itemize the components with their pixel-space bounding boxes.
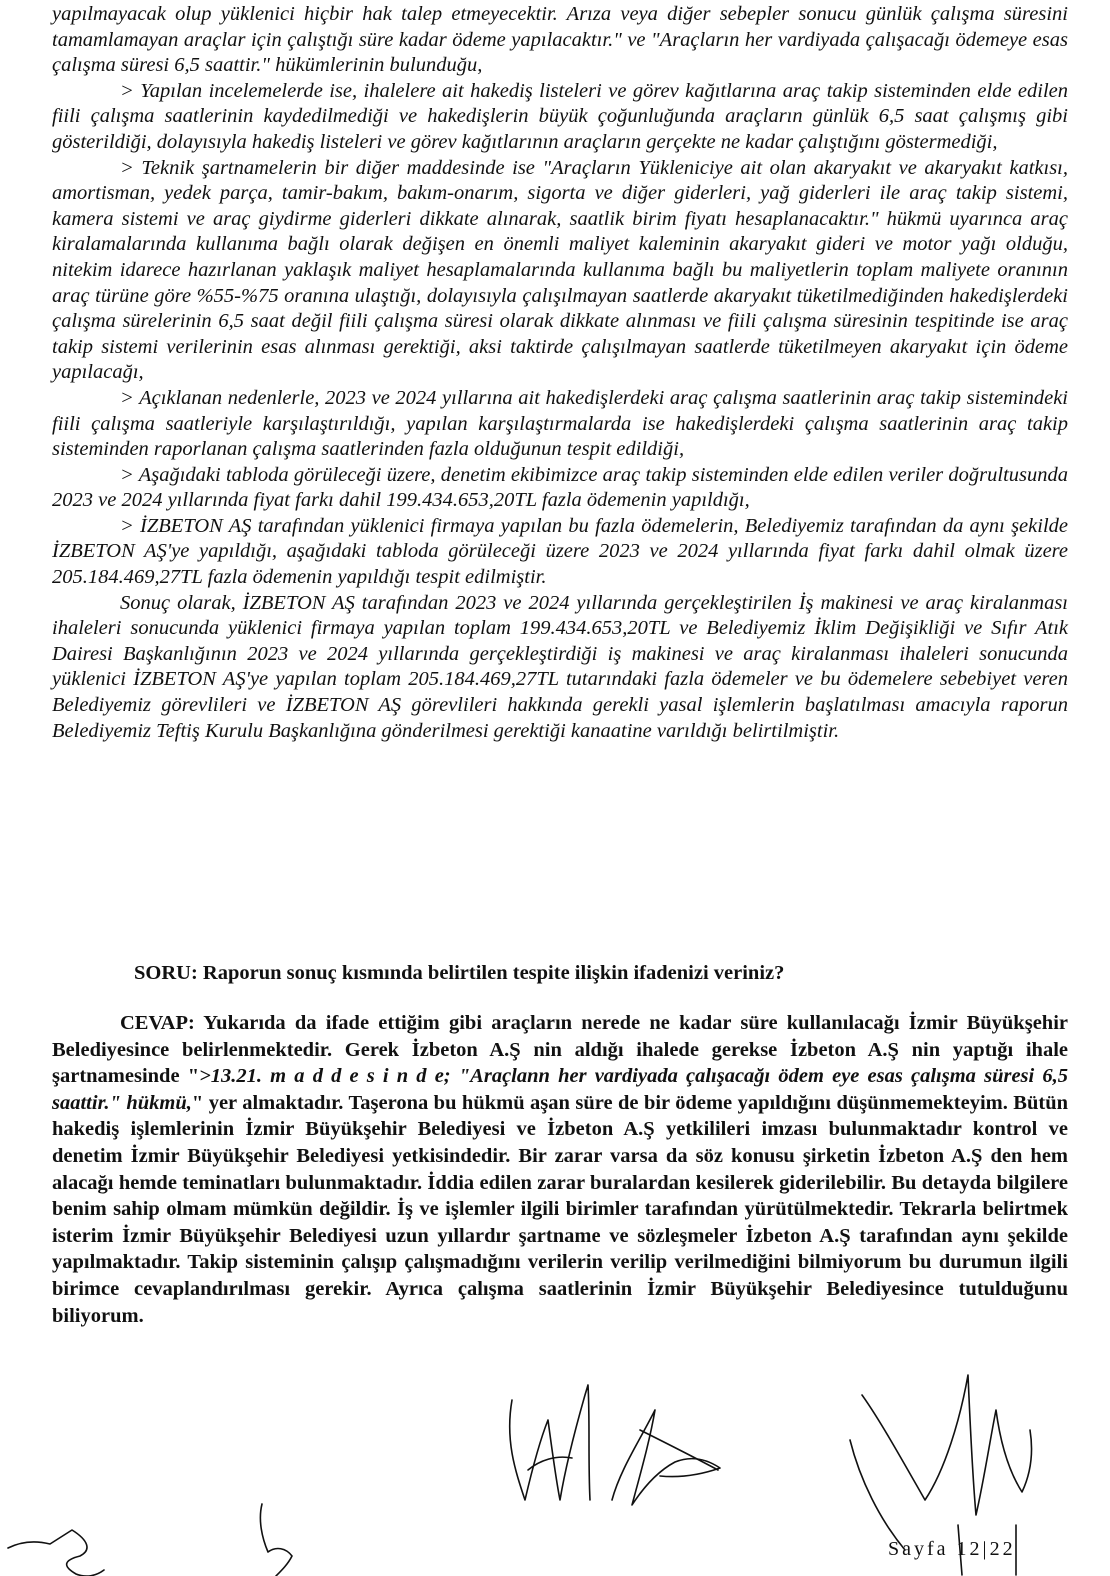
paragraph-overpayment-contractor: > Aşağıdaki tabloda görüleceği üzere, denetim ekibimizce araç takip sisteminden elde edilen veriler doğrultusunda 2023 ve 2024 yıllarında fiyat farkı dahil 199.434.653,20TL fazla ödemenin yapıldığı, — [52, 463, 1068, 512]
initial-left — [8, 1530, 104, 1576]
signature-1 — [510, 1385, 590, 1500]
answer-part-2: " yer almaktadır. Taşerona bu hükmü aşan süre de bir ödeme yapıldığını düşünmemekteyim. Bütün hakediş işlemlerinin İzmir Büyükşehir Belediyesi ve İzbeton A.Ş yetkilileri imzası bulunmaktadır kontrol ve denetim İzmir Büyükşehir Belediyesi yetkisindedir. Bir zarar varsa da söz konusu şirketin İzbeton A.Ş den hem alacağı hemde teminatları bulunmaktadır. İddia edilen zarar buralardan kesilerek giderilebilir. Bu detayda bilgilere benim sahip olmam mümkün değildir. İş ve işlemler ilgili birimler tarafından yürütülmektedir. Tekrarla belirtmek isterim İzmir Büyükşehir Belediyesi uzun yıllardır şartname ve sözleşmeler İzbeton A.Ş tarafından aynı şekilde yapılmaktadır. Takip sisteminin çalışıp çalışmadığını verilerin verilip verilmediğini bilmiyorum bu durumun ilgili birimce cevaplandırılması gerekir. Ayrıca çalışma saatlerinin İzmir Büyükşehir Belediyesince tutulduğunu biliyorum. — [52, 1091, 1068, 1327]
paragraph-overpayment-izbeton: > İZBETON AŞ tarafından yüklenici firmaya yapılan bu fazla ödemelerin, Belediyemiz tarafından da aynı şekilde İZBETON AŞ'ye yapıldığı, aşağıdaki tabloda görüleceği üzere 2023 ve 2024 yıllarında fiyat farkı dahil olmak üzere 205.184.469,27TL fazla ödemenin yapıldığı tespit edilmiştir. — [52, 514, 1068, 589]
page-current: 12 — [956, 1538, 983, 1560]
paragraph-continuation: yapılmayacak olup yüklenici hiçbir hak talep etmeyecektir. Arıza veya diğer sebepler sonucu günlük çalışma süresini tamamlamayan araçlar için çalıştığı süre kadar ödeme yapılacaktır." ve "Araçların her vardiyada çalışacağı ödemeye esas çalışma süresi 6,5 saattir." hükümlerinin bulunduğu, — [52, 3, 1068, 77]
signature-3 — [862, 1375, 1032, 1515]
answer-text — [52, 1010, 1068, 1329]
report-excerpt — [52, 2, 1068, 744]
page-total: 22 — [989, 1538, 1016, 1560]
paragraph-comparison: > Açıklanan nedenlerle, 2023 ve 2024 yıllarına ait hakedişlerdeki araç çalışma saatlerinin araç takip sistemindeki fiili çalışma saatleriyle karşılaştırıldığı, yapılan karşılaştırmalarda ise hakedişlerdeki çalışma saatlerinin araç takip sisteminden raporlanan çalışma saatlerinden fazla olduğunun tespit edildiği, — [52, 386, 1068, 461]
paragraph-technical-specs: > Teknik şartnamelerin bir diğer maddesinde ise "Araçların Yükleniciye ait olan akaryakıt ve akaryakıt katkısı, amortisman, yedek parça, tamir-bakım, bakım-onarım, sigorta ve diğer giderleri, yağ giderleri ile araç takip sistemi, kamera sistemi ve araç giydirme giderleri dikkate alınarak, saatlik birim fiyatı hesaplanacaktır." hükmü uyarınca araç kiralamalarında kullanıma bağlı olarak değişen en önemli maliyet kaleminin akaryakıt gideri ve motor yağı olduğu, nitekim idarece hazırlanan yaklaşık maliyet hesaplamalarında kullanıma bağlı bu maliyetlerin toplam maliyete oranının araç türüne göre %55-%75 oranına ulaştığı, dolayısıyla çalışılmayan saatlerde akaryakıt tüketilmediğinden hakedişlerdeki çalışma sürelerinin 6,5 saat değil fiili çalışma süresi olarak dikkate alınması ve fiili çalışma süresinin tespitinde ise araç takip sistemi verilerinin esas alınması gerektiği, aksi taktirde çalışılmayan saatlerde tüketilmeyen akaryakıt için ödeme yapılacağı, — [52, 156, 1068, 384]
signature-2 — [612, 1410, 720, 1505]
answer-part-1: CEVAP: Yukarıda da ifade ettiğim gibi araçların nerede ne kadar süre kullanılacağı İzmir Büyükşehir Belediyesince belirlenmektedir. Gerek İzbeton A.Ş nin aldığı ihalede gerekse İzbeton A.Ş nin yaptığı ihale şartnamesinde " — [52, 1012, 1068, 1088]
page-label: Sayfa — [888, 1538, 949, 1560]
paragraph-conclusion: Sonuç olarak, İZBETON AŞ tarafından 2023 ve 2024 yıllarında gerçekleştirilen İş makinesi ve araç kiralanması ihaleleri sonucunda yüklenici firmaya yapılan toplam 199.434.653,20TL ve Belediyemiz İklim Değişikliği ve Sıfır Atık Dairesi Başkanlığının 2023 ve 2024 yıllarında gerçekleştirdiği iş makinesi ve araç kiralanması ihaleleri sonucunda yüklenici İZBETON AŞ'ye yapılan toplam 205.184.469,27TL tutarındaki fazla ödemeler ve bu ödemelere sebebiyet veren Belediyemiz görevlileri ve İZBETON AŞ görevlileri hakkında gerekli yasal işlemlerin başlatılması amacıyla raporun Belediyemiz Teftiş Kurulu Başkanlığına gönderilmesi gerektiği kanaatine varıldığı belirtilmiştir. — [52, 591, 1068, 742]
answer-quote: >13.21. m a d d e s i n d e; "Araçlann her vardiyada çalışacağı ödem eye esas çalışma süresi 6,5 saattir." hükmü, — [52, 1065, 1068, 1114]
paragraph-inspection-findings: > Yapılan incelemelerde ise, ihalelere ait hakediş listeleri ve görev kağıtlarına araç takip sisteminden elde edilen fiili çalışma saatlerinin kaydedilmediği ve hakedişlerin büyük çoğunluğunda araçların günlük 6,5 saat çalışmış gibi gösterildiği, dolayısıyla hakediş listeleri ve görev kağıtlarının araçların gerçekte ne kadar çalıştığını göstermediği, — [52, 79, 1068, 153]
initial-middle — [260, 1504, 292, 1576]
page-number: Sayfa 12|22 — [888, 1538, 1016, 1560]
question-text: SORU: Raporun sonuç kısmında belirtilen tespite ilişkin ifadenizi veriniz? — [134, 962, 785, 984]
